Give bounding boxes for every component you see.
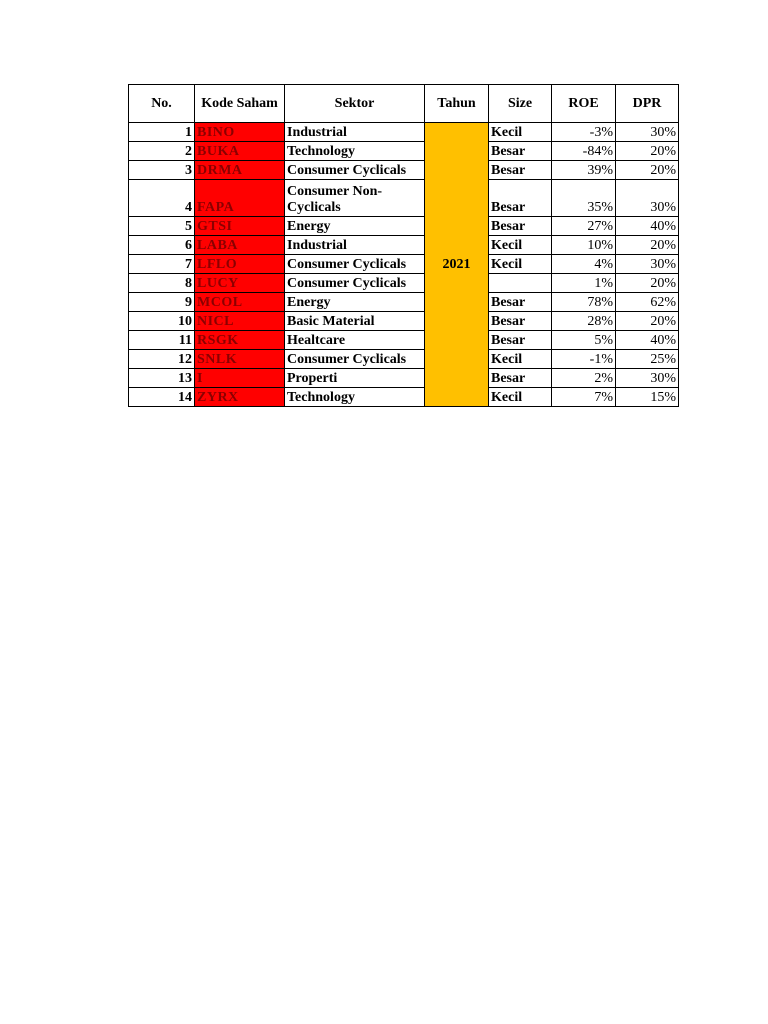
- header-tahun: Tahun: [425, 85, 489, 123]
- cell-roe: 4%: [552, 255, 616, 274]
- cell-no: 12: [129, 350, 195, 369]
- cell-kode-saham: ZYRX: [195, 388, 285, 407]
- cell-size: Besar: [489, 331, 552, 350]
- cell-tahun: 2021: [425, 123, 489, 407]
- cell-dpr: 30%: [616, 255, 679, 274]
- cell-size: Besar: [489, 312, 552, 331]
- cell-kode-saham: LFLO: [195, 255, 285, 274]
- cell-sektor: Consumer Cyclicals: [285, 274, 425, 293]
- cell-kode-saham: LUCY: [195, 274, 285, 293]
- cell-roe: 39%: [552, 161, 616, 180]
- cell-dpr: 40%: [616, 217, 679, 236]
- cell-size: [489, 274, 552, 293]
- cell-size: Besar: [489, 217, 552, 236]
- table-row: [129, 312, 679, 331]
- cell-sektor: Consumer Non-Cyclicals: [285, 180, 425, 217]
- cell-kode-saham: SNLK: [195, 350, 285, 369]
- cell-size: Besar: [489, 161, 552, 180]
- cell-size: Besar: [489, 142, 552, 161]
- cell-kode-saham: GTSI: [195, 217, 285, 236]
- cell-dpr: 20%: [616, 236, 679, 255]
- header-kode-saham: Kode Saham: [195, 85, 285, 123]
- cell-kode-saham: FAPA: [195, 180, 285, 217]
- stock-table: [128, 84, 679, 407]
- cell-roe: 27%: [552, 217, 616, 236]
- cell-dpr: 30%: [616, 369, 679, 388]
- cell-no: 8: [129, 274, 195, 293]
- cell-no: 13: [129, 369, 195, 388]
- cell-sektor: Consumer Cyclicals: [285, 161, 425, 180]
- cell-dpr: 30%: [616, 180, 679, 217]
- table-row: [129, 350, 679, 369]
- cell-dpr: 62%: [616, 293, 679, 312]
- table-row: [129, 369, 679, 388]
- table-row: [129, 123, 679, 142]
- header-roe: ROE: [552, 85, 616, 123]
- table-row: [129, 236, 679, 255]
- table-row: [129, 331, 679, 350]
- cell-roe: 5%: [552, 331, 616, 350]
- cell-kode-saham: LABA: [195, 236, 285, 255]
- cell-size: Kecil: [489, 255, 552, 274]
- cell-no: 7: [129, 255, 195, 274]
- cell-sektor: Energy: [285, 293, 425, 312]
- cell-size: Kecil: [489, 388, 552, 407]
- table-row: [129, 142, 679, 161]
- cell-no: 11: [129, 331, 195, 350]
- cell-roe: 7%: [552, 388, 616, 407]
- cell-roe: -3%: [552, 123, 616, 142]
- cell-roe: 28%: [552, 312, 616, 331]
- cell-size: Besar: [489, 180, 552, 217]
- cell-roe: -84%: [552, 142, 616, 161]
- cell-roe: 1%: [552, 274, 616, 293]
- cell-sektor: Industrial: [285, 123, 425, 142]
- cell-no: 9: [129, 293, 195, 312]
- cell-no: 10: [129, 312, 195, 331]
- cell-no: 6: [129, 236, 195, 255]
- cell-sektor: Technology: [285, 142, 425, 161]
- cell-kode-saham: NICL: [195, 312, 285, 331]
- header-row: [129, 85, 679, 123]
- table-row: [129, 388, 679, 407]
- header-no: No.: [129, 85, 195, 123]
- cell-sektor: Energy: [285, 217, 425, 236]
- cell-no: 1: [129, 123, 195, 142]
- cell-no: 5: [129, 217, 195, 236]
- cell-size: Kecil: [489, 350, 552, 369]
- cell-dpr: 15%: [616, 388, 679, 407]
- cell-sektor: Properti: [285, 369, 425, 388]
- cell-roe: 10%: [552, 236, 616, 255]
- cell-roe: 78%: [552, 293, 616, 312]
- header-size: Size: [489, 85, 552, 123]
- table-row: [129, 274, 679, 293]
- table-row: [129, 293, 679, 312]
- cell-sektor: Healtcare: [285, 331, 425, 350]
- cell-size: Kecil: [489, 123, 552, 142]
- cell-sektor: Industrial: [285, 236, 425, 255]
- cell-size: Besar: [489, 293, 552, 312]
- cell-dpr: 25%: [616, 350, 679, 369]
- cell-roe: 35%: [552, 180, 616, 217]
- header-dpr: DPR: [616, 85, 679, 123]
- cell-dpr: 20%: [616, 274, 679, 293]
- cell-sektor: Basic Material: [285, 312, 425, 331]
- header-sektor: Sektor: [285, 85, 425, 123]
- cell-no: 14: [129, 388, 195, 407]
- cell-kode-saham: DRMA: [195, 161, 285, 180]
- cell-kode-saham: BINO: [195, 123, 285, 142]
- cell-kode-saham: BUKA: [195, 142, 285, 161]
- cell-sektor: Consumer Cyclicals: [285, 350, 425, 369]
- cell-no: 4: [129, 180, 195, 217]
- cell-dpr: 20%: [616, 142, 679, 161]
- cell-size: Kecil: [489, 236, 552, 255]
- cell-dpr: 20%: [616, 161, 679, 180]
- cell-no: 2: [129, 142, 195, 161]
- table-row: [129, 180, 679, 217]
- cell-kode-saham: I: [195, 369, 285, 388]
- cell-dpr: 40%: [616, 331, 679, 350]
- cell-size: Besar: [489, 369, 552, 388]
- table-row: [129, 217, 679, 236]
- cell-roe: 2%: [552, 369, 616, 388]
- cell-dpr: 20%: [616, 312, 679, 331]
- cell-no: 3: [129, 161, 195, 180]
- cell-sektor: Consumer Cyclicals: [285, 255, 425, 274]
- cell-dpr: 30%: [616, 123, 679, 142]
- cell-kode-saham: MCOL: [195, 293, 285, 312]
- cell-roe: -1%: [552, 350, 616, 369]
- table-row: [129, 161, 679, 180]
- cell-sektor: Technology: [285, 388, 425, 407]
- table-row: [129, 255, 679, 274]
- table-body: [129, 123, 679, 407]
- cell-kode-saham: RSGK: [195, 331, 285, 350]
